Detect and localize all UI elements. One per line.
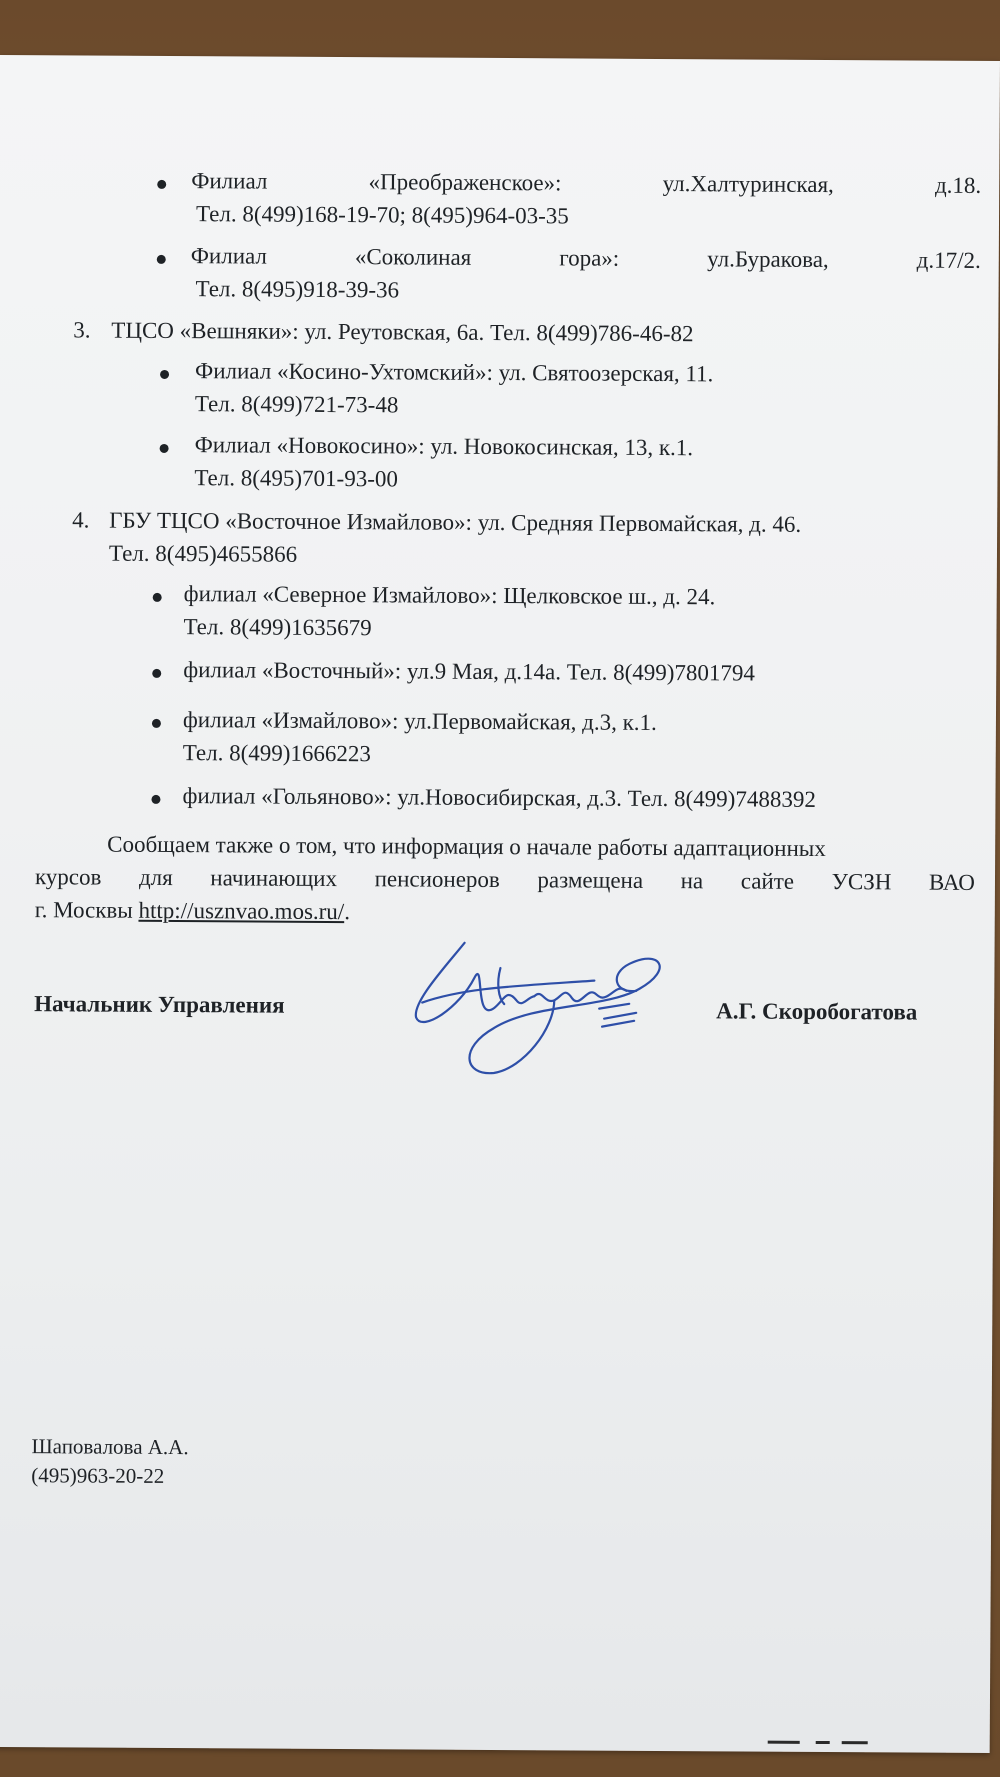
list-number: 4. — [72, 507, 90, 533]
handwritten-signature — [404, 907, 705, 1079]
branch-severnoe-tel: Тел. 8(499)1635679 — [183, 614, 372, 641]
print-mark — [768, 1741, 800, 1744]
bullet-icon — [160, 370, 169, 379]
bullet-icon — [157, 180, 166, 189]
print-mark — [842, 1741, 868, 1744]
notice-line3: г. Москвы http://usznvao.mos.ru/. — [34, 897, 351, 925]
branch-severnoe-line1: филиал «Северное Измайлово»: Щелковское ш., д. 24. — [183, 581, 716, 610]
bullet-icon — [151, 795, 160, 804]
print-mark — [816, 1741, 830, 1744]
signatory-position: Начальник Управления — [34, 991, 285, 1018]
branch-vostochny-line1: филиал «Восточный»: ул.9 Мая, д.14а. Тел. 8(499)7801794 — [183, 657, 756, 686]
document-page — [0, 55, 1000, 1753]
bullet-icon — [152, 669, 161, 678]
item4-tel: Тел. 8(495)4655866 — [108, 540, 298, 567]
bullet-icon — [160, 444, 169, 453]
notice-line2: курсов для начинающих пенсионеров размещена на сайте УСЗН ВАО — [34, 864, 976, 895]
list-number: 3. — [73, 317, 91, 343]
item4-text: ГБУ ТЦСО «Восточное Измайлово»: ул. Средняя Первомайская, д. 46. — [109, 507, 802, 537]
branch-sokolinaya-line1: Филиал «Соколиная гора»: ул.Буракова, д.17/2. — [190, 243, 981, 273]
branch-golyanovo-line1: филиал «Гольяново»: ул.Новосибирская, д.3. Тел. 8(499)7488392 — [182, 783, 816, 812]
bullet-icon — [157, 255, 166, 264]
uszn-website-link[interactable]: http://usznvao.mos.ru/ — [138, 897, 345, 925]
branch-sokolinaya-tel: Тел. 8(495)918-39-36 — [195, 276, 400, 303]
item3-text: ТЦСО «Вешняки»: ул. Реутовская, 6а. Тел. 8(499)786-46-82 — [111, 317, 694, 347]
signatory-name: А.Г. Скоробогатова — [716, 998, 918, 1025]
branch-kosino-tel: Тел. 8(499)721-73-48 — [194, 391, 399, 418]
branch-preobrazhenskoe-line1: Филиал «Преображенское»: ул.Халтуринская, д.18. — [191, 168, 982, 198]
branch-kosino-line1: Филиал «Косино-Ухтомский»: ул. Святоозерская, 11. — [195, 358, 714, 387]
executor-phone: (495)963-20-22 — [31, 1463, 165, 1488]
branch-izmaylovo-tel: Тел. 8(499)1666223 — [182, 740, 372, 767]
executor-name: Шаповалова А.А. — [31, 1434, 189, 1460]
bullet-icon — [152, 719, 161, 728]
bullet-icon — [153, 593, 162, 602]
branch-preobrazhenskoe-tel: Тел. 8(499)168-19-70; 8(495)964-03-35 — [195, 201, 569, 229]
notice-line1: Сообщаем также о том, что информация о начале работы адаптационных — [107, 831, 826, 862]
branch-izmaylovo-line1: филиал «Измайлово»: ул.Первомайская, д.3, к.1. — [182, 707, 657, 735]
branch-novokosino-tel: Тел. 8(495)701-93-00 — [194, 465, 399, 492]
branch-novokosino-line1: Филиал «Новокосино»: ул. Новокосинская, 13, к.1. — [194, 432, 694, 461]
